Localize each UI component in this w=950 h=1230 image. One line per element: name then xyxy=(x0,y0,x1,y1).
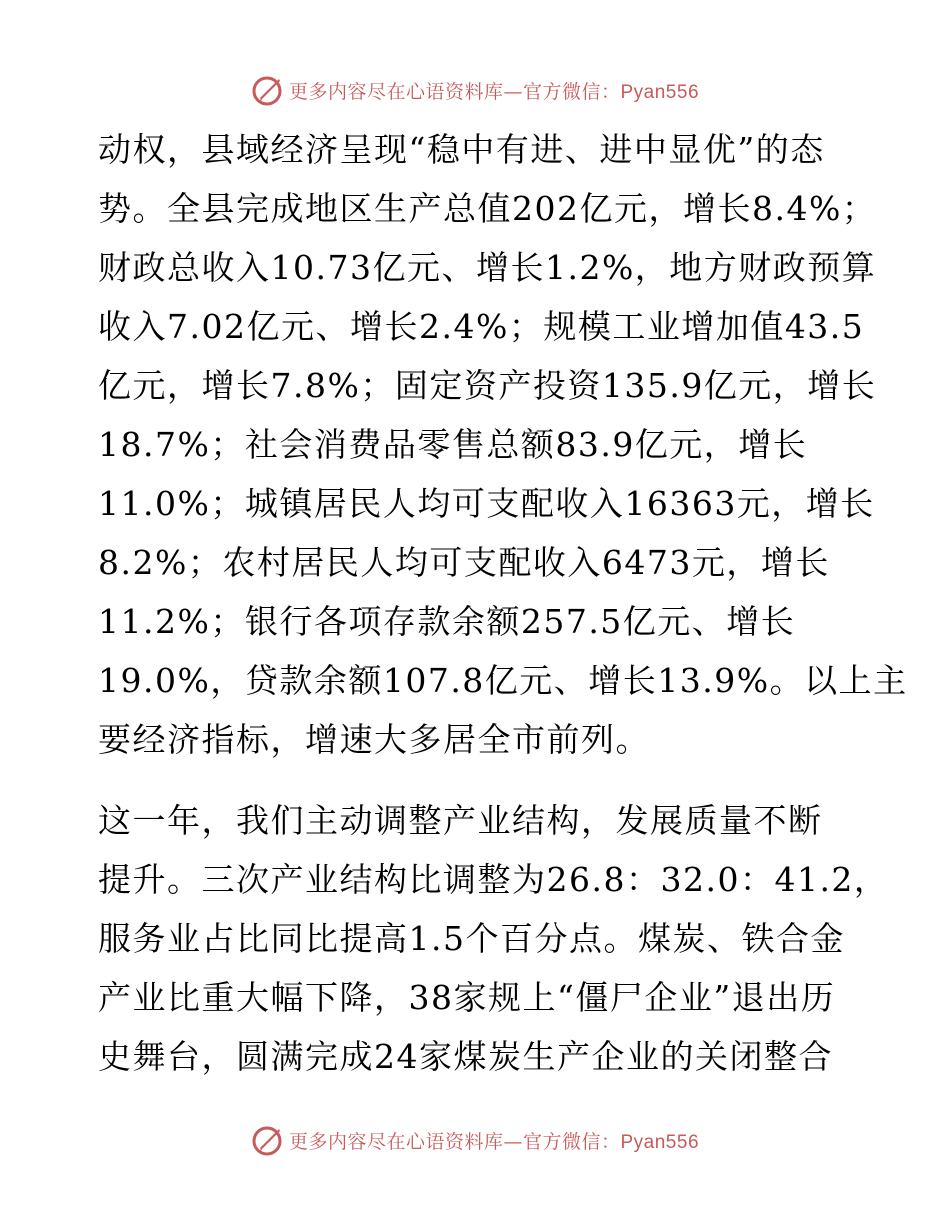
text-line: 19.0%，贷款余额107.8亿元、增长13.9%。以上主 xyxy=(98,661,908,700)
text-line: 史舞台，圆满完成24家煤炭生产企业的关闭整合 xyxy=(98,1037,833,1076)
pen-logo-icon xyxy=(251,73,285,107)
footer-watermark xyxy=(0,1120,950,1160)
text-line: 势。全县完成地区生产总值202亿元，增长8.4%； xyxy=(98,189,877,228)
text-line: 11.0%；城镇居民人均可支配收入16363元，增长 xyxy=(98,484,875,523)
header-wechat-label: 官方微信： xyxy=(522,80,621,103)
header-watermark xyxy=(0,70,950,110)
text-line: 财政总收入10.73亿元、增长1.2%，地方财政预算 xyxy=(98,248,877,287)
text-line: 11.2%；银行各项存款余额257.5亿元、增长 xyxy=(98,602,796,641)
text-line: 要经济指标，增速大多居全市前列。 xyxy=(98,720,650,759)
footer-separator: — xyxy=(503,1130,523,1153)
text-line: 收入7.02亿元、增长2.4%；规模工业增加值43.5 xyxy=(98,307,865,346)
text-line: 服务业占比同比提高1.5个百分点。煤炭、铁合金 xyxy=(98,919,845,958)
footer-watermark-text xyxy=(289,1127,699,1154)
footer-wechat-label: 官方微信： xyxy=(522,1130,621,1153)
text-line: 这一年，我们主动调整产业结构，发展质量不断 xyxy=(98,801,823,840)
footer-wechat-id: Pyan556 xyxy=(620,1131,700,1153)
header-wechat-id: Pyan556 xyxy=(620,81,700,103)
text-line: 产业比重大幅下降，38家规上“僵尸企业”退出历 xyxy=(98,978,836,1017)
text-line: 亿元，增长7.8%；固定资产投资135.9亿元，增长 xyxy=(98,366,877,405)
paragraph-gap xyxy=(98,769,858,791)
paragraph-industry-structure xyxy=(98,791,889,1086)
header-site-name: 更多内容尽在心语资料库 xyxy=(288,80,504,103)
header-watermark-text xyxy=(289,77,699,104)
text-line: 8.2%；农村居民人均可支配收入6473元，增长 xyxy=(98,543,830,582)
paragraph-economy xyxy=(98,120,908,769)
text-line: 提升。三次产业结构比调整为26.8：32.0：41.2， xyxy=(98,860,889,899)
document-body xyxy=(98,120,908,1086)
text-line: 动权，县域经济呈现“稳中有进、进中显优”的态 xyxy=(98,130,825,169)
pen-logo-icon xyxy=(251,1123,285,1157)
header-separator: — xyxy=(503,80,523,103)
footer-site-name: 更多内容尽在心语资料库 xyxy=(288,1130,504,1153)
text-line: 18.7%；社会消费品零售总额83.9亿元，增长 xyxy=(98,425,808,464)
